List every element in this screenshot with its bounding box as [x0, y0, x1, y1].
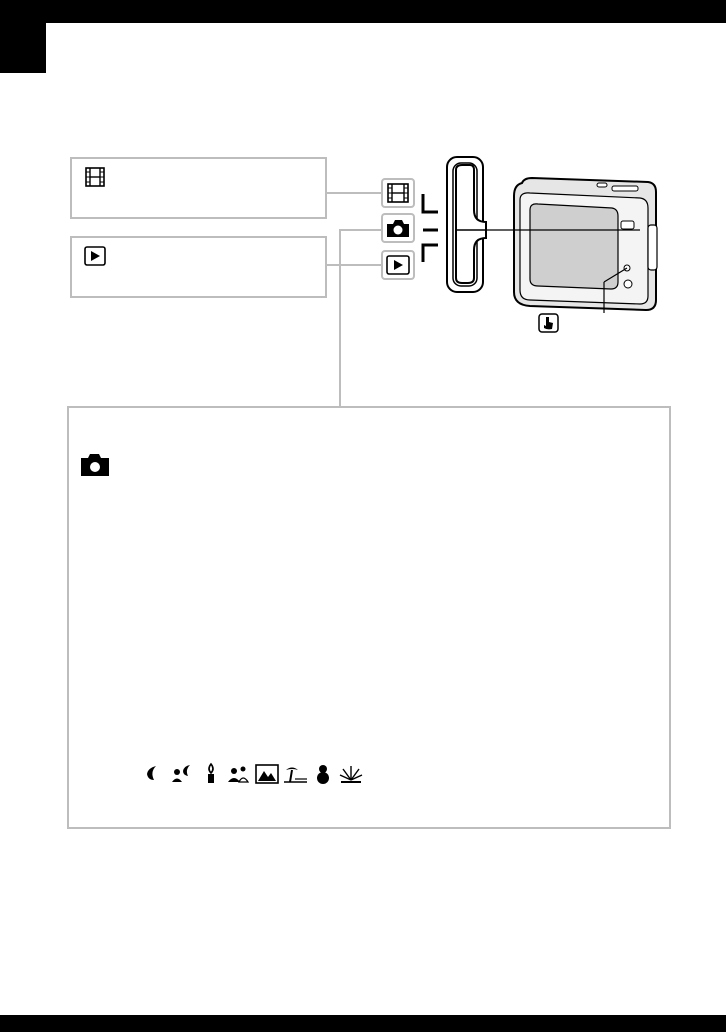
beach-palm-icon [282, 762, 308, 786]
soft-snap-portrait-icon [226, 762, 252, 786]
scene-icon-row [142, 762, 366, 786]
mode-playback-button[interactable] [381, 250, 415, 280]
connector-lines [327, 193, 381, 406]
camera-icon [79, 452, 111, 483]
camera-illustration [486, 178, 657, 313]
switch-detent-marks [423, 194, 438, 262]
playback-mode-callout [70, 236, 327, 298]
movie-film-icon [383, 193, 413, 210]
mode-slide-switch [447, 157, 486, 292]
mode-movie-button[interactable] [381, 178, 415, 208]
movie-mode-callout [70, 157, 327, 219]
candle-icon [198, 762, 224, 786]
twilight-moon-icon [142, 762, 168, 786]
landscape-mountain-icon [254, 762, 280, 786]
bottom-black-bar [0, 1015, 726, 1032]
top-black-bar [0, 0, 726, 23]
section-tab-marker [0, 23, 46, 73]
touch-hand-icon[interactable] [539, 314, 558, 332]
camera-icon [383, 228, 413, 245]
play-icon [84, 246, 106, 271]
twilight-portrait-icon [170, 762, 196, 786]
mode-still-camera-button[interactable] [381, 213, 415, 243]
movie-film-icon [84, 167, 106, 192]
still-mode-info-panel [67, 406, 671, 829]
play-icon [383, 265, 413, 282]
snow-snowman-icon [310, 762, 336, 786]
fireworks-icon [338, 762, 364, 786]
